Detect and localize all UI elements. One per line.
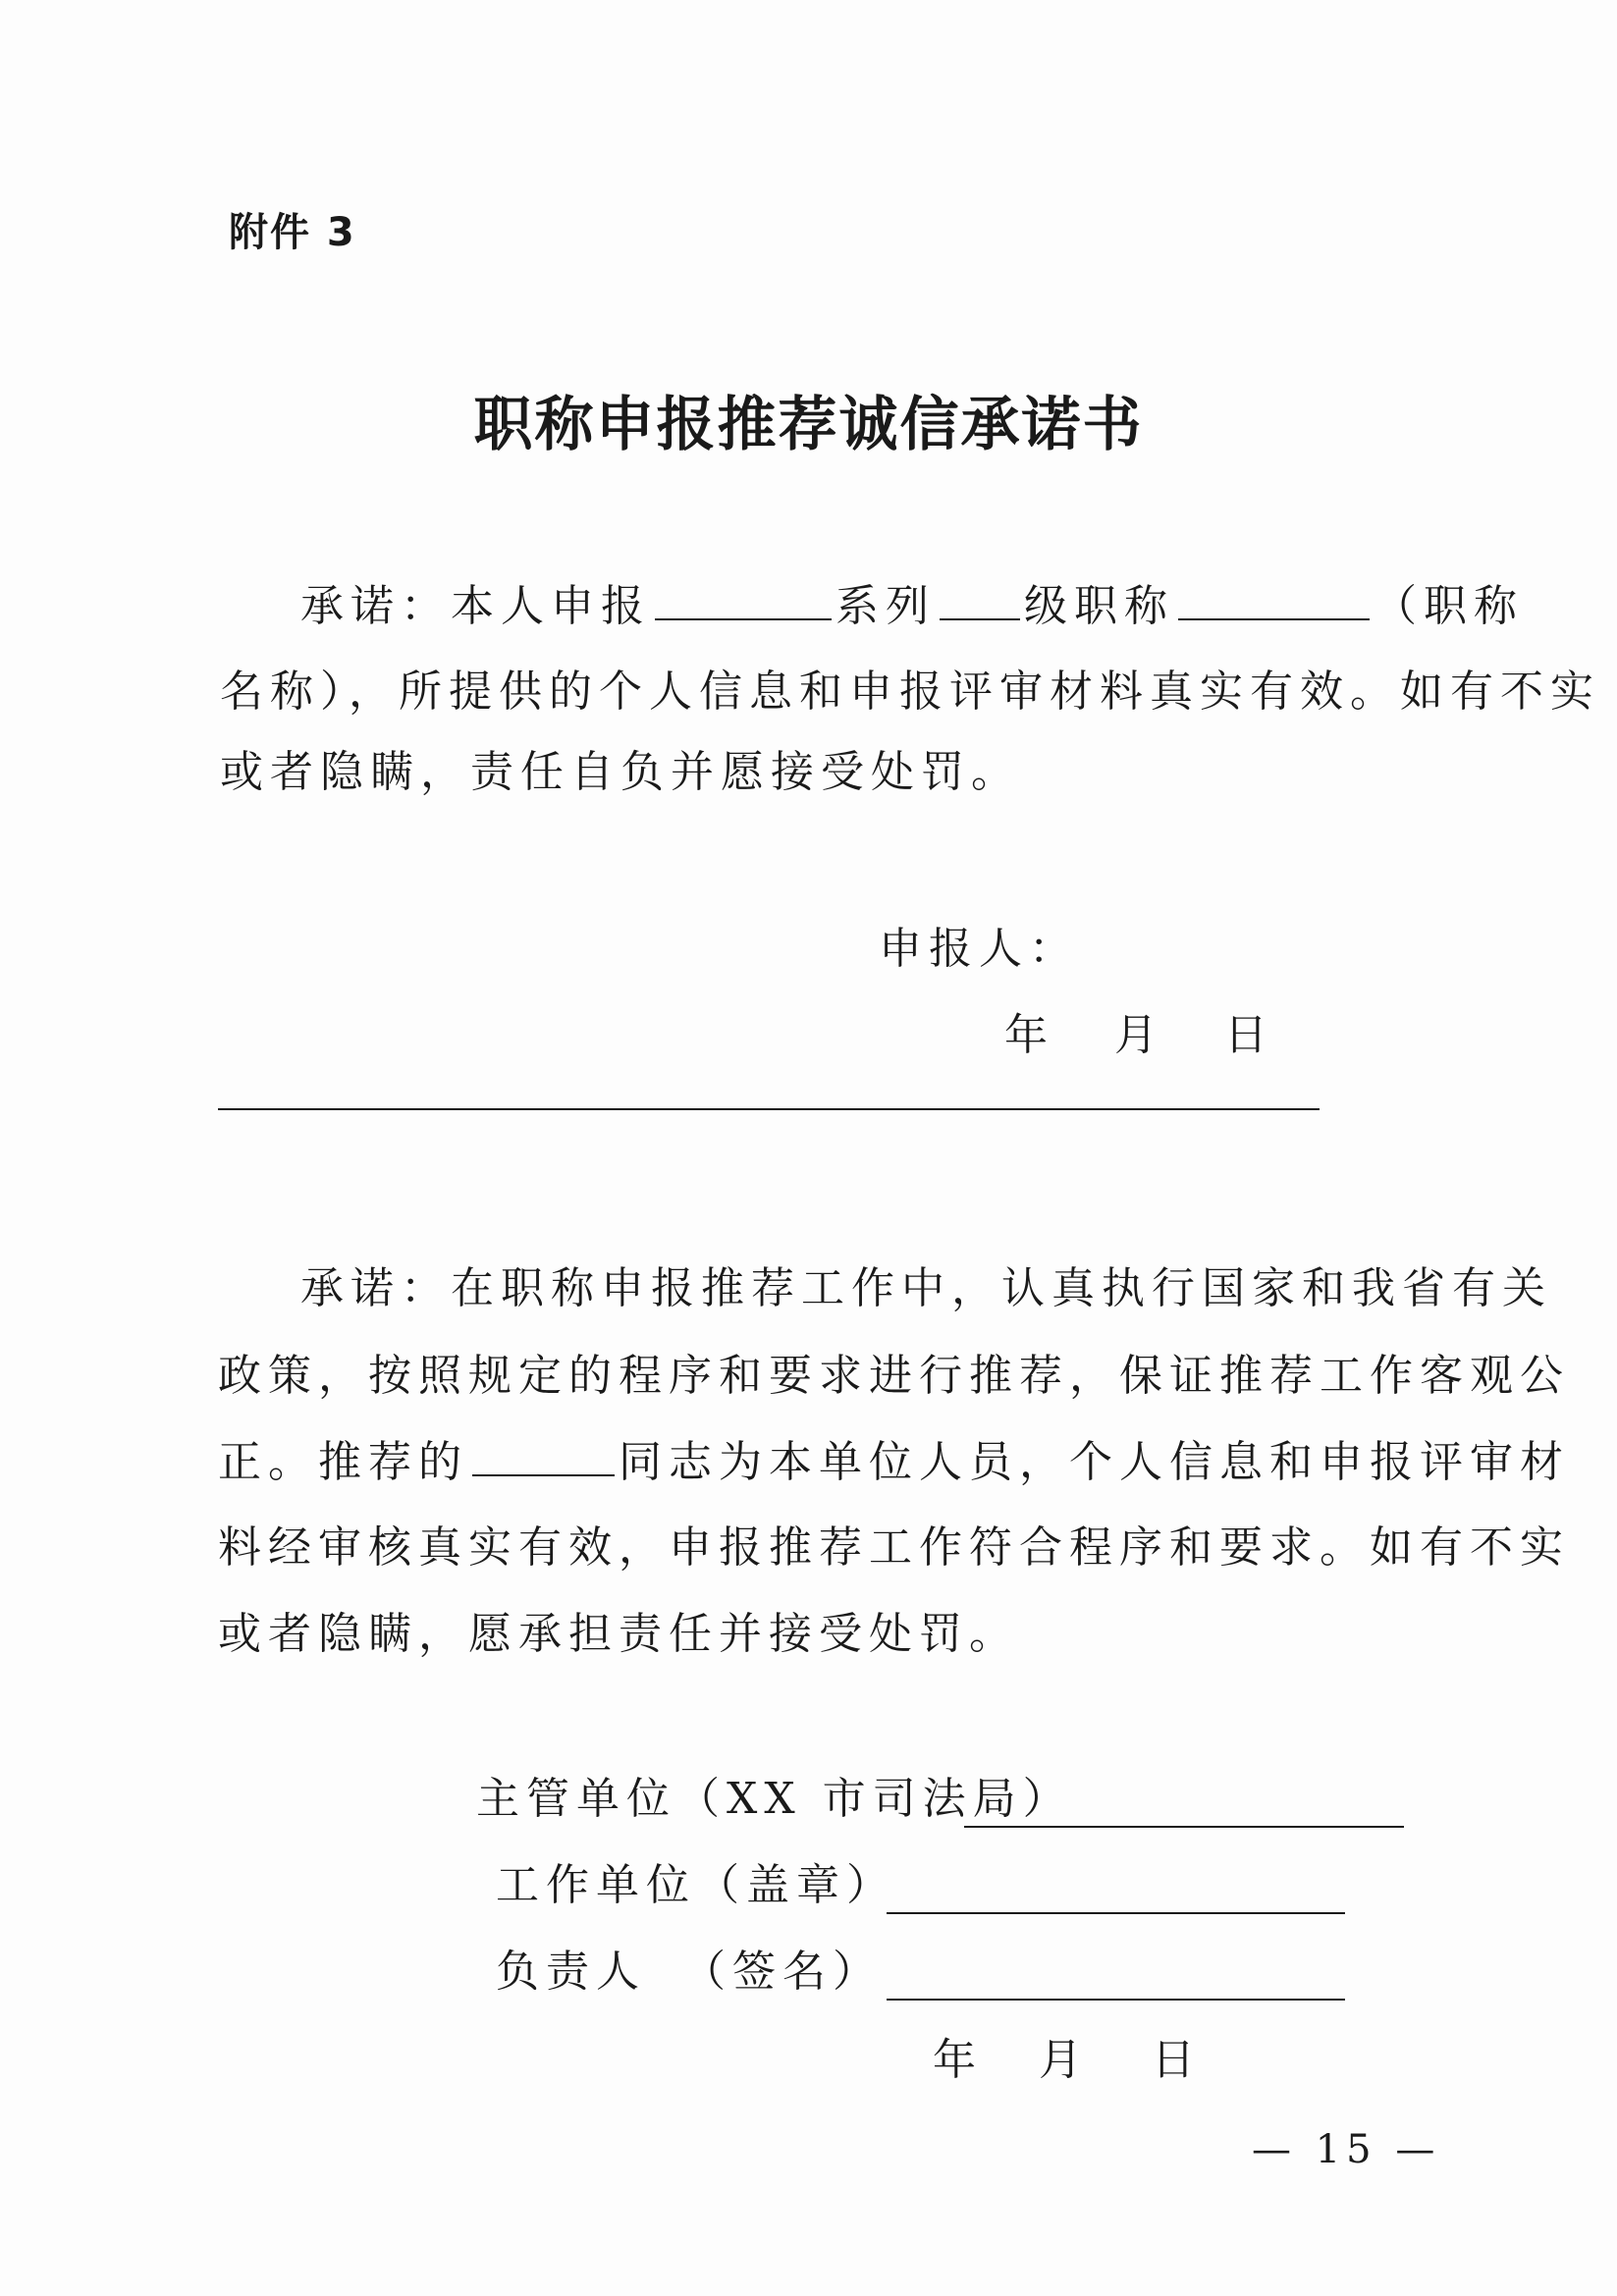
series-blank[interactable] (655, 579, 832, 620)
leader-label: 负责人 (496, 1947, 646, 1997)
authority-label: 主管单位（XX 市司法局） (476, 1774, 1073, 1824)
section1-line3: 或者隐瞒，责任自负并愿接受处罚。 (220, 747, 1021, 797)
work-unit-signature-line[interactable] (887, 1912, 1345, 1914)
applicant-date-year: 年 (1004, 1010, 1054, 1060)
section1-line1 (300, 578, 1524, 635)
applicant-label: 申报人： (879, 924, 1079, 974)
section2-line4: 料经审核真实有效，申报推荐工作符合程序和要求。如有不实 (218, 1522, 1570, 1573)
level-blank[interactable] (940, 579, 1020, 620)
section-divider (218, 1108, 1320, 1110)
section1-line2: 名称），所提供的个人信息和申报评审材料真实有效。如有不实 (220, 667, 1600, 717)
page-number: — 15 — (1252, 2127, 1441, 2172)
unit-date-year: 年 (933, 2035, 983, 2085)
recommended-name-blank[interactable] (472, 1435, 615, 1476)
section2-line5: 或者隐瞒，愿承担责任并接受处罚。 (218, 1609, 1019, 1659)
authority-signature-line[interactable] (964, 1826, 1404, 1828)
leader-signature-line[interactable] (887, 1999, 1345, 2001)
title-name-open-label: （职称 (1374, 581, 1524, 631)
attachment-label: 附件 3 (229, 210, 356, 255)
leader-sign-label: （签名） (682, 1947, 883, 1997)
recommended-label: 正。推荐的 (218, 1437, 468, 1487)
unit-date-month: 月 (1039, 2035, 1089, 2085)
section2-line2: 政策，按照规定的程序和要求进行推荐，保证推荐工作客观公 (218, 1351, 1570, 1401)
applicant-date-day: 日 (1224, 1010, 1274, 1060)
section2-line3 (218, 1434, 1570, 1491)
recommended-rest: 同志为本单位人员，个人信息和申报评审材 (619, 1437, 1570, 1487)
page-title: 职称申报推荐诚信承诺书 (473, 391, 1144, 459)
level-title-label: 级职称 (1024, 581, 1174, 631)
work-unit-label: 工作单位（盖章） (496, 1860, 896, 1910)
title-name-blank[interactable] (1178, 579, 1370, 620)
applicant-date-month: 月 (1114, 1010, 1164, 1060)
commitment-label: 承诺：本人申报 (300, 581, 651, 631)
unit-date-day: 日 (1152, 2035, 1202, 2085)
section2-line1: 承诺：在职称申报推荐工作中，认真执行国家和我省有关 (300, 1263, 1552, 1313)
series-label: 系列 (835, 581, 936, 631)
